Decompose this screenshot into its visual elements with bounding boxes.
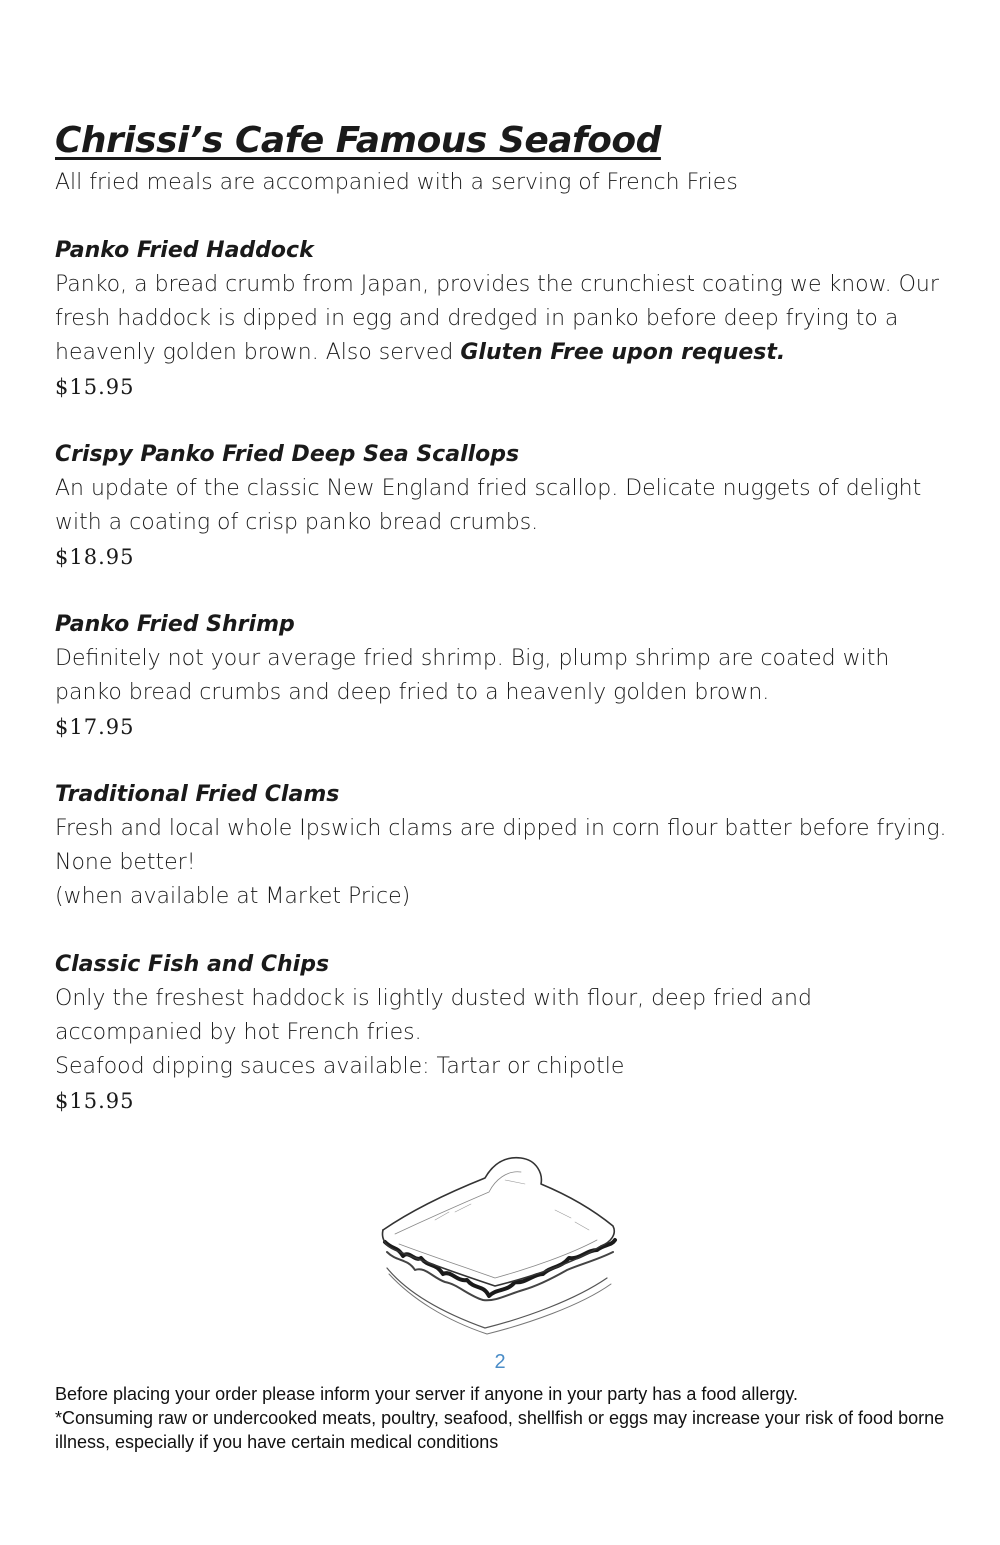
page-number: 2	[494, 1351, 506, 1373]
menu-item-description-text: Panko, a bread crumb from Japan, provides the crunchiest coating we know. Our fresh haddock is dipped in egg and dredged in panko before deep frying to a heavenly golden brown. Also served	[55, 272, 939, 365]
menu-item-description: An update of the classic New England fried scallop. Delicate nuggets of delight with a coating of crisp panko bread crumbs.	[55, 476, 922, 535]
menu-item-name: Panko Fried Shrimp	[55, 612, 295, 637]
menu-item-description: Only the freshest haddock is lightly dusted with flour, deep fried and accompanied by hot French fries.	[55, 986, 812, 1045]
gluten-free-note: Gluten Free upon request.	[460, 340, 786, 365]
allergy-footer	[55, 1382, 955, 1454]
menu-item-description	[55, 268, 955, 370]
sandwich-sketch-icon	[375, 1150, 625, 1340]
menu-item	[55, 438, 955, 574]
menu-item-name: Panko Fried Haddock	[55, 238, 314, 263]
menu-item-description: Fresh and local whole Ipswich clams are dipped in corn flour batter before frying. None better!	[55, 816, 947, 875]
menu-item	[55, 778, 955, 914]
allergy-notice: Before placing your order please inform your server if anyone in your party has a food allergy.	[55, 1384, 799, 1404]
menu-item-name: Crispy Panko Fried Deep Sea Scallops	[55, 442, 520, 467]
menu-item	[55, 234, 955, 404]
menu-item	[55, 948, 955, 1118]
menu-subtitle: All fried meals are accompanied with a serving of French Fries	[55, 170, 738, 195]
menu-item-name: Traditional Fried Clams	[55, 782, 340, 807]
market-price-note: (when available at Market Price)	[55, 884, 411, 909]
menu-item	[55, 608, 955, 744]
consumption-warning: *Consuming raw or undercooked meats, poultry, seafood, shellfish or eggs may increase your risk of food borne illness, especially if you have certain medical conditions	[55, 1408, 945, 1452]
menu-item-price: $18.95	[55, 545, 135, 569]
menu-item-description: Definitely not your average fried shrimp. Big, plump shrimp are coated with panko bread crumbs and deep fried to a heavenly golden brown.	[55, 646, 890, 705]
menu-item-price: $17.95	[55, 715, 135, 739]
page-title: Chrissi’s Cafe Famous Seafood	[55, 120, 661, 161]
menu-item-price: $15.95	[55, 375, 135, 399]
menu-item-name: Classic Fish and Chips	[55, 952, 330, 977]
menu-page	[55, 116, 955, 1118]
menu-item-price: $15.95	[55, 1089, 135, 1113]
dipping-sauce-note: Seafood dipping sauces available: Tartar or chipotle	[55, 1054, 625, 1079]
